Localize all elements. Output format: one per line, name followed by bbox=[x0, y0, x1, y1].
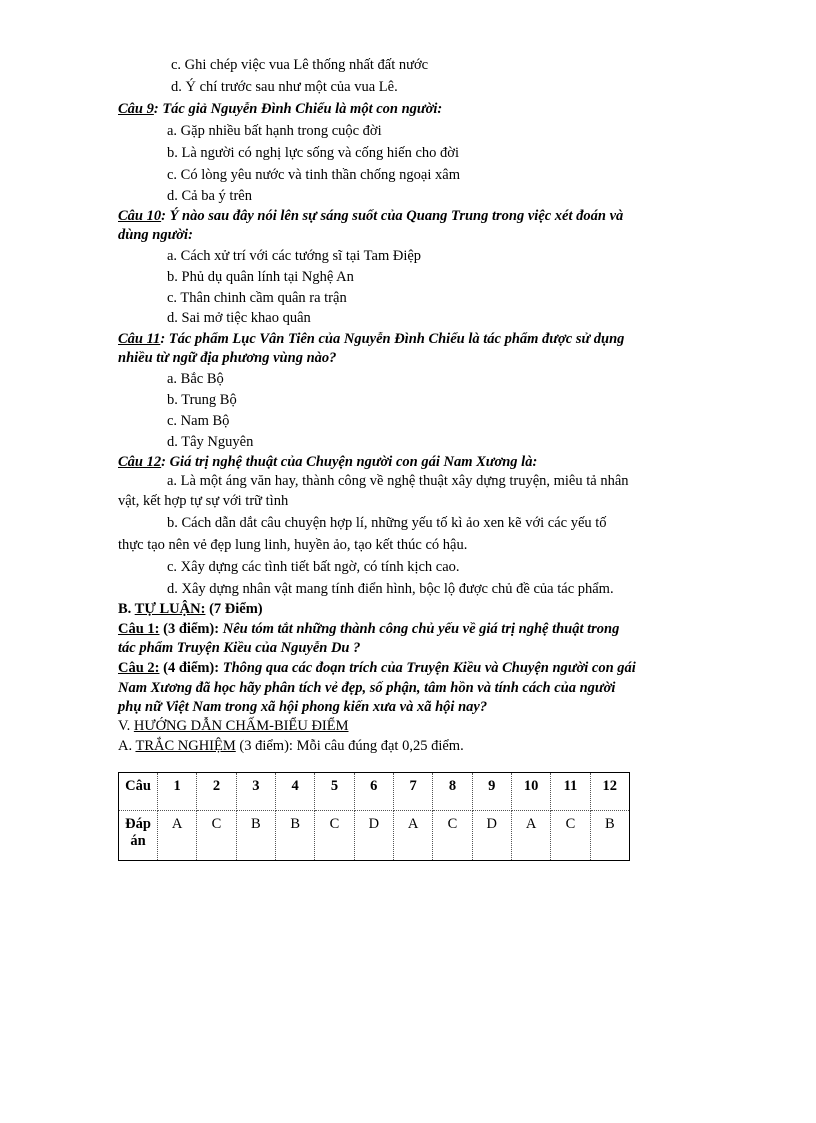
answer-table-answer: A bbox=[158, 811, 197, 861]
q10-option-d: d. Sai mở tiệc khao quân bbox=[167, 310, 311, 326]
answer-header-line1: Đáp bbox=[125, 816, 151, 832]
answer-table-question-number: 6 bbox=[354, 773, 393, 811]
question-9-label: Câu 9 bbox=[118, 101, 154, 117]
answer-table-answer: A bbox=[393, 811, 432, 861]
essay-1-label: Câu 1: bbox=[118, 621, 160, 637]
question-11-text-line2: nhiều từ ngữ địa phương vùng nào? bbox=[118, 350, 337, 366]
answer-table-answer-header bbox=[119, 811, 158, 861]
answer-table-question-number: 12 bbox=[590, 773, 629, 811]
q8-option-d: d. Ý chí trước sau như một của vua Lê. bbox=[171, 79, 398, 95]
answer-table-answer: B bbox=[236, 811, 275, 861]
q10-option-b: b. Phủ dụ quân lính tại Nghệ An bbox=[167, 269, 354, 285]
q9-option-b: b. Là người có nghị lực sống và cống hiến cho đời bbox=[167, 145, 459, 161]
section-v-prefix: V. bbox=[118, 718, 134, 734]
section-a-prefix: A. bbox=[118, 738, 136, 754]
answer-header-line2: án bbox=[130, 833, 146, 849]
answer-table-question-number: 4 bbox=[275, 773, 314, 811]
answer-table-answer: C bbox=[433, 811, 472, 861]
q12-option-d: d. Xây dựng nhân vật mang tính điển hình, bộc lộ được chủ đề của tác phẩm. bbox=[167, 581, 614, 597]
q8-option-c: c. Ghi chép việc vua Lê thống nhất đất nước bbox=[171, 57, 429, 73]
section-a-title: TRẮC NGHIỆM bbox=[135, 738, 236, 754]
answer-table-question-number: 10 bbox=[511, 773, 550, 811]
q9-option-c: c. Có lòng yêu nước và tinh thần chống ngoại xâm bbox=[167, 167, 460, 183]
question-11-text-line1: : Tác phẩm Lục Vân Tiên của Nguyễn Đình Chiểu là tác phẩm được sử dụng bbox=[160, 331, 625, 347]
q12-option-a-line1: a. Là một áng văn hay, thành công về nghệ thuật xây dựng truyện, miêu tả nhân bbox=[167, 473, 629, 489]
q10-option-c: c. Thân chinh cầm quân ra trận bbox=[167, 290, 347, 306]
answer-table-question-number: 9 bbox=[472, 773, 511, 811]
answer-table-answer: C bbox=[551, 811, 590, 861]
q10-option-a: a. Cách xử trí với các tướng sĩ tại Tam Điệp bbox=[167, 248, 422, 264]
section-b-heading bbox=[118, 600, 263, 618]
answer-table-question-number: 3 bbox=[236, 773, 275, 811]
question-9 bbox=[118, 100, 442, 118]
q11-option-a: a. Bắc Bộ bbox=[167, 371, 224, 387]
answer-table-question-number: 2 bbox=[197, 773, 236, 811]
question-10 bbox=[118, 207, 623, 225]
question-9-text: : Tác giả Nguyễn Đình Chiểu là một con người: bbox=[153, 101, 443, 117]
essay-2-text-line1: Thông qua các đoạn trích của Truyện Kiều và Chuyện người con gái bbox=[219, 660, 636, 676]
section-b-title: TỰ LUẬN: bbox=[134, 601, 206, 617]
question-11 bbox=[118, 330, 624, 348]
question-12-label: Câu 12 bbox=[118, 454, 162, 470]
answer-table-answer: C bbox=[315, 811, 354, 861]
essay-1 bbox=[118, 620, 619, 638]
answer-table-question-row bbox=[119, 773, 630, 811]
essay-1-text-line2: tác phẩm Truyện Kiều của Nguyễn Du ? bbox=[118, 640, 361, 656]
section-b-prefix: B. bbox=[118, 601, 135, 617]
question-12 bbox=[118, 453, 537, 471]
q12-option-c: c. Xây dựng các tình tiết bất ngờ, có tính kịch cao. bbox=[167, 559, 460, 575]
question-11-label: Câu 11 bbox=[118, 331, 161, 347]
section-a-heading bbox=[118, 737, 464, 755]
q12-option-a-line2: vật, kết hợp tự sự với trữ tình bbox=[118, 493, 289, 509]
section-a-points: (3 điểm) bbox=[235, 738, 289, 754]
q12-option-b-line2: thực tạo nên vẻ đẹp lung linh, huyền ảo, tạo kết thúc có hậu. bbox=[118, 537, 468, 553]
section-v-title: HƯỚNG DẪN CHẤM-BIỂU ĐIỂM bbox=[133, 718, 349, 734]
question-10-text-line2: dùng người: bbox=[118, 227, 193, 243]
answer-table-answer: D bbox=[472, 811, 511, 861]
answer-table-answer: C bbox=[197, 811, 236, 861]
answer-table-question-header: Câu bbox=[119, 773, 158, 811]
answer-table-question-number: 1 bbox=[158, 773, 197, 811]
question-12-text: : Giá trị nghệ thuật của Chuyện người con gái Nam Xương là: bbox=[161, 454, 538, 470]
essay-1-text-line1: Nêu tóm tắt những thành công chủ yếu về giá trị nghệ thuật trong bbox=[219, 621, 620, 637]
answer-table-question-number: 7 bbox=[393, 773, 432, 811]
q11-option-d: d. Tây Nguyên bbox=[167, 434, 254, 450]
answer-table bbox=[118, 772, 630, 861]
q9-option-d: d. Cả ba ý trên bbox=[167, 188, 252, 204]
answer-table-answer: A bbox=[511, 811, 550, 861]
q11-option-b: b. Trung Bộ bbox=[167, 392, 237, 408]
essay-2 bbox=[118, 659, 636, 677]
essay-2-text-line2: Nam Xương đã học hãy phân tích vẻ đẹp, số phận, tâm hồn và tính cách của người bbox=[118, 680, 616, 696]
answer-table-question-number: 11 bbox=[551, 773, 590, 811]
q12-option-b-line1: b. Cách dẫn dắt câu chuyện hợp lí, những yếu tố kì ảo xen kẽ với các yếu tố bbox=[167, 515, 607, 531]
section-v-heading bbox=[118, 717, 349, 735]
question-10-label: Câu 10 bbox=[118, 208, 162, 224]
answer-table-answer: D bbox=[354, 811, 393, 861]
answer-table-answer-row bbox=[119, 811, 630, 861]
q9-option-a: a. Gặp nhiều bất hạnh trong cuộc đời bbox=[167, 123, 382, 139]
essay-2-label: Câu 2: bbox=[118, 660, 160, 676]
question-10-text-line1: : Ý nào sau đây nói lên sự sáng suốt của Quang Trung trong việc xét đoán và bbox=[161, 208, 624, 224]
section-a-note: : Mỗi câu đúng đạt 0,25 điểm. bbox=[288, 738, 464, 754]
answer-table-answer: B bbox=[590, 811, 629, 861]
essay-2-points: (4 điểm): bbox=[159, 660, 220, 676]
answer-table-question-number: 5 bbox=[315, 773, 354, 811]
q11-option-c: c. Nam Bộ bbox=[167, 413, 230, 429]
section-b-points: (7 Điểm) bbox=[205, 601, 263, 617]
essay-2-text-line3: phụ nữ Việt Nam trong xã hội phong kiến xưa và xã hội nay? bbox=[118, 699, 488, 715]
answer-table-answer: B bbox=[275, 811, 314, 861]
essay-1-points: (3 điểm): bbox=[159, 621, 220, 637]
answer-table-question-number: 8 bbox=[433, 773, 472, 811]
